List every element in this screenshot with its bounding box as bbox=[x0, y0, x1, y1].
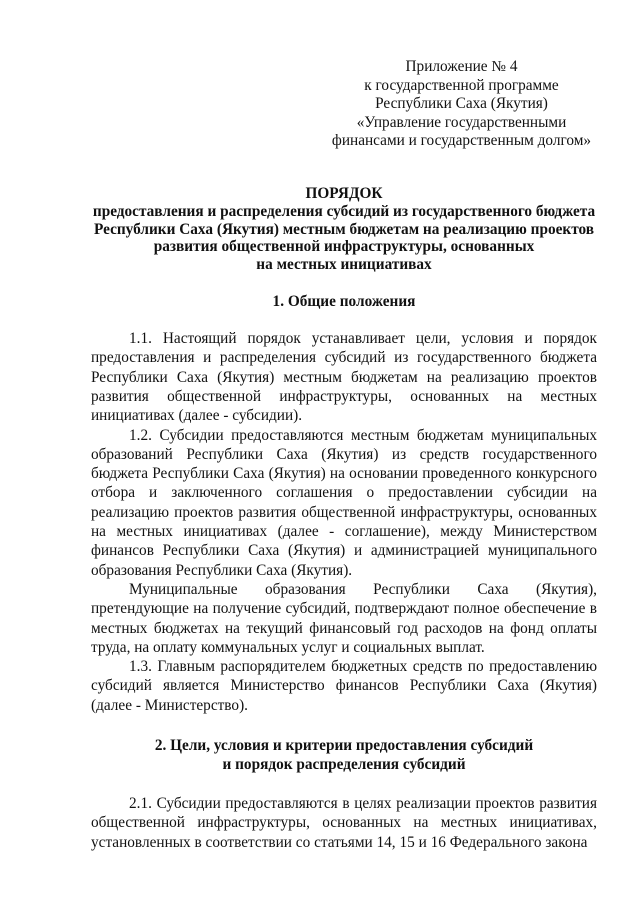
section-1-body bbox=[91, 329, 597, 715]
title-subtitle-line: развития общественной инфраструктуры, основанных bbox=[153, 238, 535, 256]
appendix-line: Республики Саха (Якутия) bbox=[375, 95, 548, 113]
document-page bbox=[91, 58, 597, 852]
section-heading-1 bbox=[91, 293, 597, 312]
appendix-line: финансами и государственным долгом» bbox=[331, 132, 592, 150]
paragraph: Муниципальные образования Республики Саха (Якутия), претендующие на получение субсидий, подтверждают полное обеспечение в местных бюджетах на текущий финансовый год расходов на фонд оплаты труда, на оплату коммунальных услуг и социальных выплат. bbox=[91, 580, 597, 656]
document-title bbox=[91, 185, 597, 274]
appendix-line: к государственной программе bbox=[364, 76, 559, 94]
title-subtitle-line: Республики Саха (Якутия) местным бюджетам на реализацию проектов bbox=[93, 220, 595, 238]
paragraph: 1.2. Субсидии предоставляются местным бюджетам муниципальных образований Республики Саха (Якутия) из средств государственного бюджета Республики Саха (Якутия) на основании проведенного конкурсного отбора и заключенного соглашения о предоставлении субсидии на реализацию проектов развития общественной инфраструктуры, основанных на местных инициативах (далее - соглашение), между Министерством финансов Республики Саха (Якутия) и администрацией муниципального образования Республики Саха (Якутия). bbox=[91, 426, 597, 579]
paragraph: 1.3. Главным распорядителем бюджетных средств по предоставлению субсидий является Министерство финансов Республики Саха (Якутия) (далее - Министерство). bbox=[91, 658, 597, 714]
section-heading-line: 1. Общие положения bbox=[272, 293, 416, 311]
title-main: ПОРЯДОК bbox=[305, 184, 383, 202]
title-subtitle-line: на местных инициативах bbox=[256, 255, 432, 273]
paragraph: 2.1. Субсидии предоставляются в целях реализации проектов развития общественной инфраструктуры, основанных на местных инициативах, установленных в соответствии со статьями 14, 15 и 16 Федерального закона bbox=[91, 795, 597, 851]
section-heading-line: и порядок распределения субсидий bbox=[222, 755, 466, 773]
section-heading-line: 2. Цели, условия и критерии предоставления субсидий bbox=[154, 737, 534, 754]
title-subtitle-line: предоставления и распределения субсидий из государственного бюджета bbox=[92, 203, 596, 221]
appendix-line: «Управление государственными bbox=[356, 113, 567, 131]
section-heading-2 bbox=[91, 737, 597, 774]
paragraph: 1.1. Настоящий порядок устанавливает цели, условия и порядок предоставления и распределения субсидий из государственного бюджета Республики Саха (Якутия) местным бюджетам на реализацию проектов развития общественной инфраструктуры, основанных на местных инициативах (далее - субсидии). bbox=[91, 330, 597, 425]
appendix-line: Приложение № 4 bbox=[405, 58, 518, 75]
section-2-body bbox=[91, 794, 597, 852]
appendix-block bbox=[326, 58, 597, 151]
